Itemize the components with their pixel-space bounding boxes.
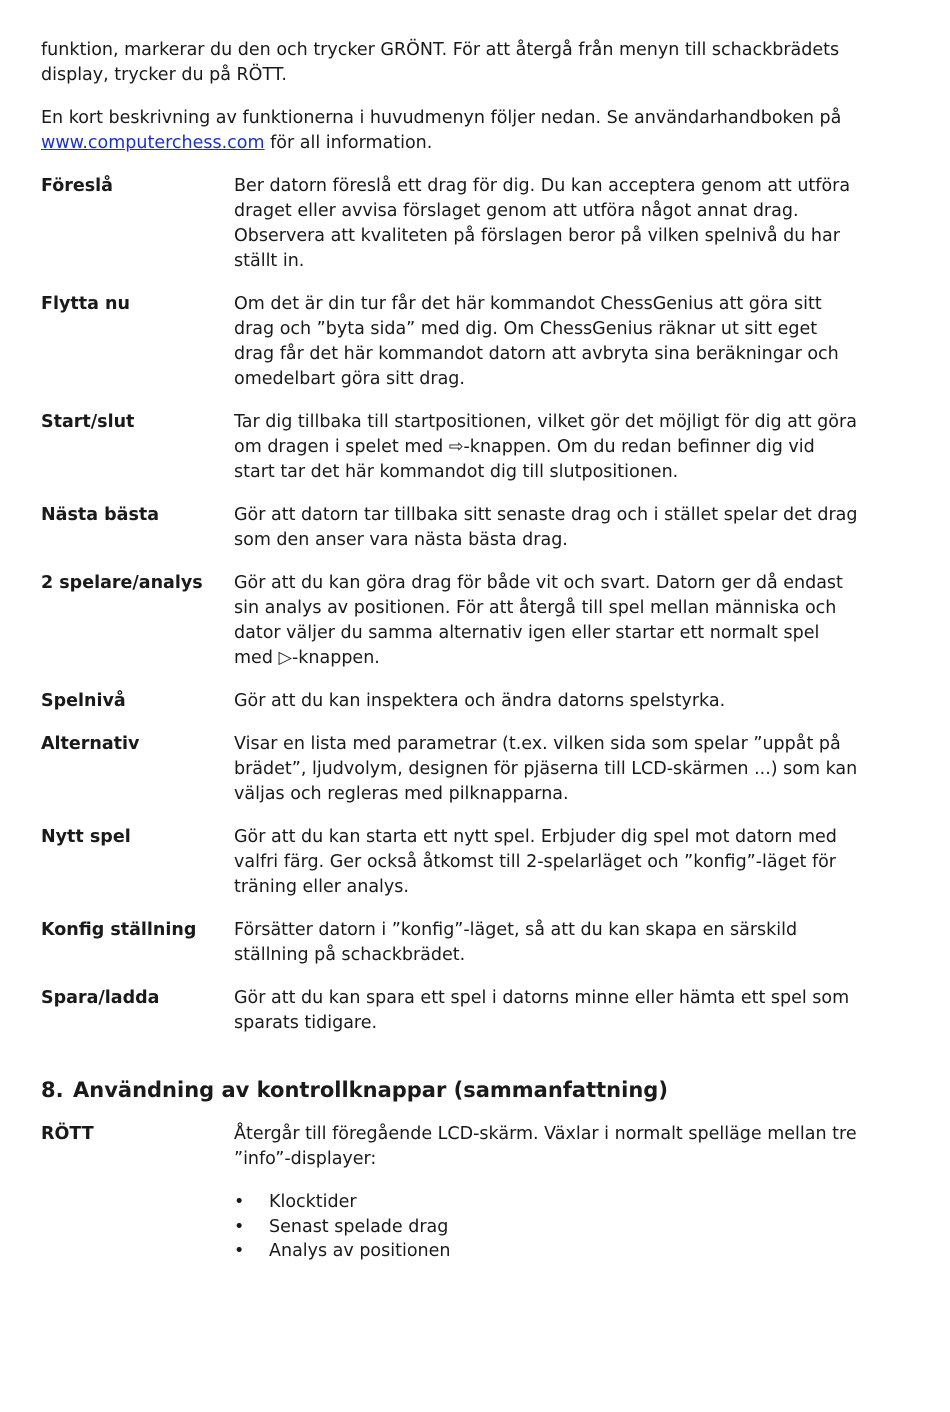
- list-item-text: Klocktider: [269, 1192, 357, 1212]
- definition-row-rott: [41, 1122, 861, 1264]
- definition-row-nytt-spel: [41, 825, 861, 900]
- bullet-list: [234, 1190, 861, 1264]
- definition-term: Spara/ladda: [41, 988, 160, 1008]
- definition-description: Gör att du kan starta ett nytt spel. Erbjuder dig spel mot datorn med valfri färg. Ger också åtkomst till 2-spelarläget och ”konfig”-läget för träning eller analys.: [234, 827, 837, 897]
- definition-row-start-slut: [41, 410, 861, 485]
- definition-row-alternativ: [41, 732, 861, 807]
- list-item: [234, 1215, 861, 1240]
- computerchess-link[interactable]: www.computerchess.com: [41, 133, 265, 153]
- definition-row-2-spelare-analys: [41, 571, 861, 671]
- intro-paragraph-2: [41, 106, 861, 156]
- list-item-text: Senast spelade drag: [269, 1216, 449, 1237]
- section-title: Användning av kontrollknappar (sammanfattning): [73, 1078, 668, 1102]
- definition-description-block: [234, 1122, 861, 1264]
- definition-description: Återgår till föregående LCD-skärm. Växlar i normalt spelläge mellan tre ”info”-displayer:: [234, 1124, 857, 1169]
- intro-paragraph-1: funktion, markerar du den och trycker GRÖNT. För att återgå från menyn till schackbrädets display, trycker du på RÖTT.: [41, 40, 840, 85]
- bullet-icon: •: [234, 1241, 245, 1261]
- bullet-icon: •: [234, 1216, 245, 1237]
- definition-description: Gör att datorn tar tillbaka sitt senaste drag och i stället spelar det drag som den anser vara nästa bästa drag.: [234, 505, 858, 550]
- definition-row-nasta-basta: [41, 503, 861, 553]
- main-menu-definitions: [41, 174, 861, 1036]
- definition-row-foresla: [41, 174, 861, 274]
- definition-row-spelniva: [41, 689, 861, 714]
- definition-description: Om det är din tur får det här kommandot ChessGenius att göra sitt drag och ”byta sida” med dig. Om ChessGenius räknar ut sitt eget drag får det här kommandot datorn att avbryta sina beräkningar och omedelbart göra sitt drag.: [234, 294, 839, 389]
- definition-term: Flytta nu: [41, 294, 130, 314]
- definition-row-spara-ladda: [41, 986, 861, 1036]
- intro-text-after-link: för all information.: [264, 133, 433, 153]
- section-heading: [41, 1076, 861, 1104]
- definition-term: Alternativ: [41, 734, 140, 754]
- definition-term: Nytt spel: [41, 827, 131, 847]
- list-item: [234, 1190, 861, 1215]
- section-number: 8.: [41, 1078, 64, 1102]
- definition-term: Konfig ställning: [41, 920, 197, 940]
- definition-description: Gör att du kan göra drag för både vit och svart. Datorn ger då endast sin analys av positionen. För att återgå till spel mellan människa och dator väljer du samma alternativ igen eller startar ett normalt spel med ▷-knappen.: [234, 573, 843, 668]
- definition-term: Spelnivå: [41, 691, 126, 711]
- list-item-text: Analys av positionen: [269, 1241, 451, 1261]
- definition-description: Ber datorn föreslå ett drag för dig. Du kan acceptera genom att utföra draget eller avvisa förslaget genom att utföra något annat drag. Observera att kvaliteten på förslagen beror på vilken spelnivå du har ställt in.: [234, 176, 851, 271]
- definition-description: Gör att du kan inspektera och ändra datorns spelstyrka.: [234, 691, 726, 711]
- definition-description: Försätter datorn i ”konfig”-läget, så att du kan skapa en särskild ställning på schackbrädet.: [234, 920, 798, 965]
- definition-term: 2 spelare/analys: [41, 573, 203, 593]
- definition-term: Start/slut: [41, 412, 135, 432]
- intro-text-before-link: En kort beskrivning av funktionerna i huvudmenyn följer nedan. Se användarhandboken på: [41, 108, 842, 128]
- document-page: [41, 38, 861, 1282]
- definition-description: Gör att du kan spara ett spel i datorns minne eller hämta ett spel som sparats tidigare.: [234, 988, 850, 1033]
- definition-row-flytta-nu: [41, 292, 861, 392]
- definition-description: Visar en lista med parametrar (t.ex. vilken sida som spelar ”uppåt på brädet”, ljudvolym, designen för pjäserna till LCD-skärmen ...) som kan väljas och regleras med pilknapparna.: [234, 734, 858, 804]
- bullet-icon: •: [234, 1192, 245, 1212]
- definition-row-konfig-stallning: [41, 918, 861, 968]
- list-item: [234, 1239, 861, 1264]
- definition-term: Nästa bästa: [41, 505, 160, 525]
- definition-term: RÖTT: [41, 1124, 94, 1144]
- definition-description: Tar dig tillbaka till startpositionen, vilket gör det möjligt för dig att göra om dragen i spelet med ⇨-knappen. Om du redan befinner dig vid start tar det här kommandot dig till slutpositionen.: [234, 412, 857, 482]
- definition-term: Föreslå: [41, 176, 113, 196]
